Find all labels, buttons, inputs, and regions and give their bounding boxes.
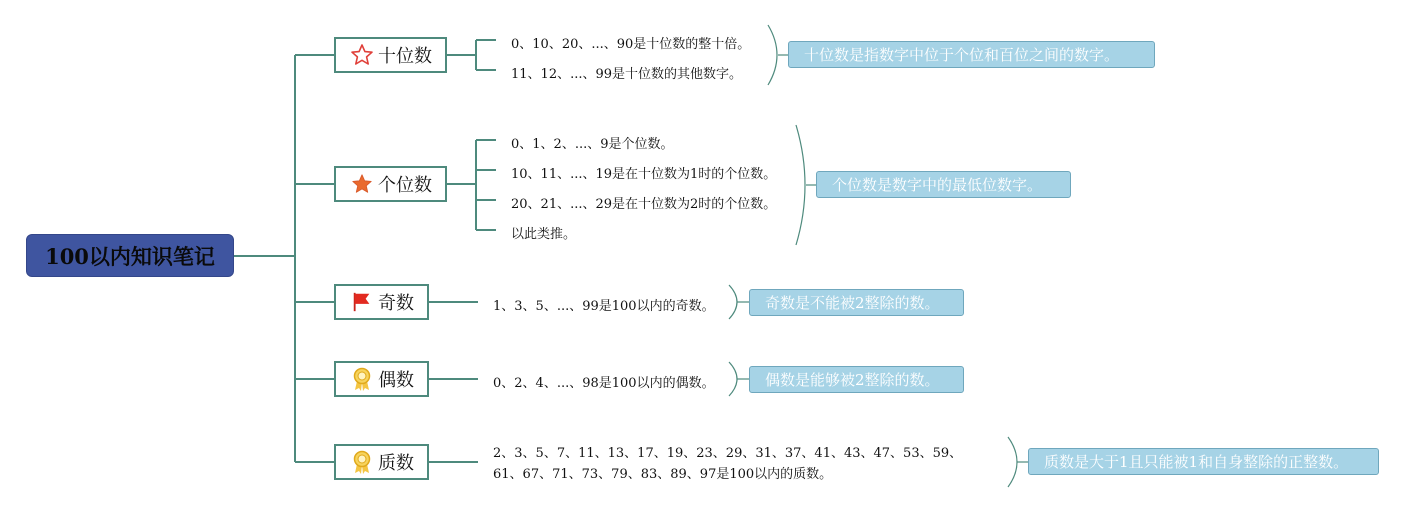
branch-even[interactable] [334,361,429,397]
summary-note[interactable] [816,171,1071,198]
leaf-text: 以此类推。 [511,227,577,242]
note-text: 个位数是数字中的最低位数字。 [832,176,1043,194]
branch-label: 质数 [378,453,414,474]
note-text: 偶数是能够被2整除的数。 [765,371,940,389]
summary-note[interactable] [749,289,964,316]
branch-prime[interactable] [334,444,429,480]
branch-odd[interactable] [334,284,429,320]
branch-ones[interactable] [334,166,447,202]
root-title: 100以内知识笔记 [45,243,215,269]
leaf-text: 2、3、5、7、11、13、17、19、23、29、31、37、41、43、47、53、59、61、67、71、73、79、83、89、97是100以内的质数。 [493,446,963,482]
leaf-text: 0、10、20、...、90是十位数的整十倍。 [511,37,751,52]
summary-note[interactable] [788,41,1155,68]
root-topic[interactable] [26,234,234,277]
leaf-text: 10、11、...、19是在十位数为1时的个位数。 [511,167,777,182]
leaf-text: 20、21、...、29是在十位数为2时的个位数。 [511,197,777,212]
branch-label: 奇数 [378,293,414,314]
note-text: 奇数是不能被2整除的数。 [765,294,940,312]
leaf-text: 1、3、5、...、99是100以内的奇数。 [493,299,715,314]
award-ribbon-icon [349,366,375,392]
star-filled-icon [349,171,375,197]
branch-label: 十位数 [378,46,432,67]
leaf-text: 0、1、2、...、9是个位数。 [511,137,674,152]
award-ribbon-icon [349,449,375,475]
star-outline-icon [349,42,375,68]
note-text: 十位数是指数字中位于个位和百位之间的数字。 [804,46,1120,64]
branch-label: 偶数 [378,370,414,391]
summary-note[interactable] [749,366,964,393]
branch-tens[interactable] [334,37,447,73]
summary-note[interactable] [1028,448,1379,475]
leaf-text: 0、2、4、...、98是100以内的偶数。 [493,376,715,391]
flag-icon [349,289,375,315]
leaf-text: 11、12、...、99是十位数的其他数字。 [511,67,743,82]
note-text: 质数是大于1且只能被1和自身整除的正整数。 [1044,453,1349,471]
branch-label: 个位数 [378,175,432,196]
